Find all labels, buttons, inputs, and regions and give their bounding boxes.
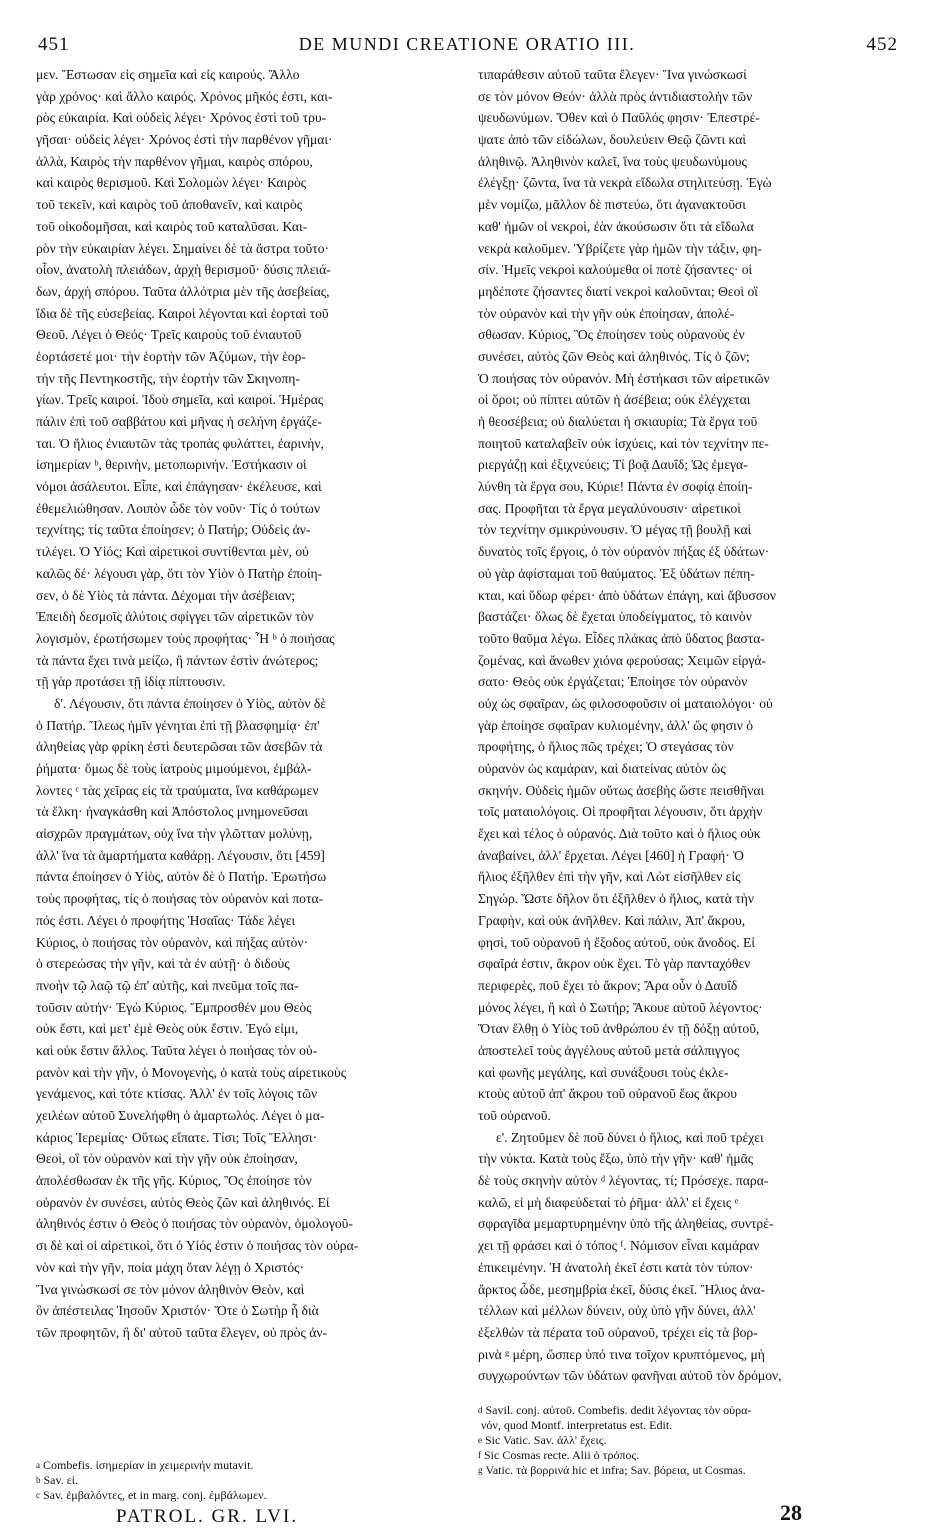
text-line: κται, καὶ ὕδωρ φέρει· ἀπὸ ὑδάτων ἐπάγη, καὶ ἄβυσσον xyxy=(478,587,776,603)
text-line: ἀλλ' ἵνα τὰ ἁμαρτήματα καθάρῃ. Λέγουσιν, ὅτι [459] xyxy=(36,847,325,863)
text-line: τοῦ τεκεῖν, καὶ καιρὸς τοῦ ἀποθανεῖν, καὶ καιρὸς xyxy=(36,197,303,213)
text-line: Κύριος, ὁ ποιήσας τὸν οὐρανὸν, καὶ πήξας αὐτὸν· xyxy=(36,934,309,950)
text-line: ἀποστελεῖ τοὺς ἀγγέλους αὐτοῦ μετὰ σάλπιγγος xyxy=(478,1042,740,1058)
text-line: σκηνήν. Οὐδεὶς ἡμῶν οὕτως ἀσεβὴς ὥστε πεισθῆναι xyxy=(478,782,765,798)
footnote xyxy=(36,1458,464,1473)
page-number-right: 452 xyxy=(866,34,898,55)
text-line: ἡ θεοσέβεια; οὐ διαλύεται ἡ σκιαυρία; Τὰ ἔργα τοῦ xyxy=(478,414,758,429)
text-line: μὲν νομίζω, μᾶλλον δὲ πιστεύω, ὅτι ἀγανακτοῦσι xyxy=(478,197,746,213)
text-line: Σηγώρ. Ὥστε δῆλον ὅτι ἐξῆλθεν ὁ ἥλιος, κατὰ τὴν xyxy=(478,891,754,907)
text-line: ψευδωνύμων. Ὅθεν καὶ ὁ Παῦλός φησιν· Ἐπεστρέ- xyxy=(478,110,760,126)
text-line: τοῖς ματαιολόγοις. Οἱ προφῆται λέγουσιν, ὅτι ἀρχὴν xyxy=(478,804,763,820)
footnote-mark: g xyxy=(478,1465,483,1475)
text-line: γὰρ ἐποίησε σφαῖραν κυλιομένην, ἀλλ' ὥς φησιν ὁ xyxy=(478,717,754,733)
footnote-text: Sic Cosmas recte. Alii ὁ τρόπος. xyxy=(484,1448,640,1462)
text-line: οὐρανὸν ὡς καμάραν, καὶ διατείνας αὐτὸν ὡς xyxy=(478,761,726,776)
text-line: χει τῇ φράσει καὶ ὁ τόπος ᶠ. Νόμισον εἶναι καμάραν xyxy=(478,1238,760,1254)
right-footnotes xyxy=(478,1403,906,1478)
text-line: βαστάζει· ὅλως δὲ ἔχεται ὑποδείγματος, τὸ καινὸν xyxy=(478,609,752,625)
footnote-text: Sav. ἐμβαλόντες, et in marg. conj. ἐμβάλωμεν. xyxy=(43,1488,267,1502)
text-line: Θεοῦ. Λέγει ὁ Θεός· Τρεῖς καιροὺς τοῦ ἐνιαυτοῦ xyxy=(36,327,302,343)
footnote-text: Vatic. τὰ βορρινά hic et infra; Sav. βόρεια, ut Cosmas. xyxy=(485,1463,746,1477)
text-line: μεν. Ἔστωσαν εἰς σημεῖα καὶ εἰς καιρούς. Ἄλλο xyxy=(36,67,300,82)
text-line: ἐξελθὼν τὰ πέρατα τοῦ οὐρανοῦ, τρέχει εἰς τὰ βορ- xyxy=(478,1324,758,1340)
text-line: ἰσημερίαν ᵇ, θερινὴν, μετοπωρινήν. Ἑστήκασιν οἱ xyxy=(36,457,307,473)
text-line: ζομένας, καὶ ἄνωθεν χιόνα φερούσας; Χειμῶν εἰργά- xyxy=(478,652,767,668)
text-line: ε'. Ζητοῦμεν δὲ ποῦ δύνει ὁ ἥλιος, καὶ ποῦ τρέχει xyxy=(496,1129,764,1145)
text-line: ὁ στερεώσας τὴν γῆν, καὶ τὰ ἐν αὐτῇ· ὁ διδοὺς xyxy=(36,956,290,972)
text-line: ἄρκτος ὧδε, μεσημβρία ἐκεῖ, δύσις ἐκεῖ. Ἥλιος ἀνα- xyxy=(478,1281,765,1297)
left-text-column xyxy=(36,64,464,1469)
text-line: σας. Προφῆται τὰ ἔργα μεγαλύνουσιν· αἱρετικοὶ xyxy=(478,500,741,516)
text-line: ὃν ἀπέστειλας Ἰησοῦν Χριστόν· Ὅτε ὁ Σωτὴρ ἦ διὰ xyxy=(36,1303,319,1319)
text-line: οἱ ὅροι; οὐ πίπτει αὐτῶν ἡ ἀσέβεια; οὐκ ἐλέγχεται xyxy=(478,392,751,408)
text-line: δὲ τοὺς σκηνὴν αὐτὸν ᵈ λέγοντας, τί; Πρόσεχε. παρα- xyxy=(478,1173,769,1189)
text-line: χειλέων αὐτοῦ Συνελήφθη ὁ ἁμαρτωλός. Λέγει ὁ μα- xyxy=(36,1108,325,1123)
text-line: λογισμὸν, ἐρωτήσωμεν τοὺς προφήτας· Ἦ ᵇ ὁ ποιήσας xyxy=(36,630,335,646)
footnote-mark: f xyxy=(478,1450,481,1460)
text-line: σίν. Ἡμεῖς νεκροὶ καλούμεθα οἱ ποτὲ ζήσαντες· οἱ xyxy=(478,262,753,278)
text-line: γῆσαι· οὐδεὶς λέγει· Χρόνος ἐστὶ τὴν παρθένον γῆμαι· xyxy=(36,132,333,148)
text-line: προφήτης, ὁ ἥλιος πῶς τρέχει; Ὁ στεγάσας τὸν xyxy=(478,739,734,755)
text-line: οὐρανὸν ἐν συνέσει, αὐτὸς Θεὸς ζῶν καὶ ἀληθινός. Εἰ xyxy=(36,1194,330,1210)
text-line: γὰρ χρόνος· καὶ ἄλλο καιρός. Χρόνος μῆκός ἐστι, και- xyxy=(36,88,333,104)
footnote xyxy=(36,1488,464,1503)
text-line: τιπαράθεσιν αὐτοῦ ταῦτα ἔλεγεν· Ἵνα γινώσκωσί xyxy=(478,67,747,82)
text-line: Ἵνα γινώσκωσί σε τὸν μόνον ἀληθινὸν Θεὸν, καὶ xyxy=(36,1281,305,1297)
text-line: ἀπολέσθωσαν ἐκ τῆς γῆς. Κύριος, Ὃς ἐποίησε τὸν xyxy=(36,1173,312,1189)
footnote xyxy=(478,1418,906,1433)
text-line: καὶ οὐκ ἔστιν ἄλλος. Ταῦτα λέγει ὁ ποιήσας τὸν οὐ- xyxy=(36,1042,318,1058)
text-line: σε τὸν μόνον Θεόν· ἀλλὰ πρὸς ἀντιδιαστολὴν τῶν xyxy=(478,88,753,104)
text-line: οὐχ ὡς σφαῖραν, ὡς φιλοσοφοῦσιν οἱ ματαιολόγοι· οὐ xyxy=(478,695,773,711)
text-line: γίων. Τρεῖς καιροί. Ἰδοὺ σημεῖα, καὶ καιροί. Ἡμέρας xyxy=(36,392,324,408)
text-line: σεν, ὁ δὲ Υἱὸς τὰ πάντα. Δέχομαι τὴν ἀσέβειαν; xyxy=(36,587,296,603)
text-line: καὶ φωνῆς μεγάλης, καὶ συνάξουσι τοὺς ἐκλε- xyxy=(478,1064,729,1080)
text-line: τοῦσιν αὐτήν· Ἐγὼ Κύριος. Ἔμπροσθέν μου Θεὸς xyxy=(36,999,312,1015)
text-line: ἐπικειμένην. Ἡ ἀνατολὴ ἐκεῖ ἐστι κατὰ τὸν τύπον· xyxy=(478,1259,754,1275)
text-line: ἀναβαίνει, ἀλλ' ἔρχεται. Λέγει [460] ἡ Γραφή· Ὁ xyxy=(478,847,744,863)
text-line: ἀληθινός ἐστιν ὁ Θεὸς ὁ ποιήσας τὸν οὐρανὸν, ὁμολογοῦ- xyxy=(36,1216,353,1232)
text-line: τεχνίτης; τίς ταῦτα ἐποίησεν; ὁ Πατήρ; Οὐδεὶς ἀν- xyxy=(36,522,311,538)
page-number-left: 451 xyxy=(38,34,70,55)
left-footnotes xyxy=(36,1458,464,1503)
footnote-mark: a xyxy=(36,1460,40,1470)
text-line: νόμοι ἀσάλευτοι. Εἶπε, καὶ ἐπάγησαν· ἐκέλευσε, καὶ xyxy=(36,479,322,495)
text-line: Ἐπειδὴ δεσμοῖς ἀλύτοις σφίγγει τῶν αἱρετικῶν τὸν xyxy=(36,609,314,625)
text-line: δ'. Λέγουσιν, ὅτι πάντα ἐποίησεν ὁ Υἱὸς, αὐτὸν δὲ xyxy=(54,695,326,711)
text-line: ρανὸν καὶ τὴν γῆν, ὁ Μονογενὴς, ὁ κατὰ τοὺς αἱρετικοὺς xyxy=(36,1064,347,1080)
text-line: ται. Ὁ ἥλιος ἐνιαυτῶν τὰς τροπὰς φυλάττει, ἐαρινὴν, xyxy=(36,435,324,451)
text-line: ὁ Πατήρ. Ἵλεως ἡμῖν γένηται ἐπὶ τῇ βλασφημίᾳ· ἐπ' xyxy=(36,717,320,733)
text-line: τῶν προφητῶν, ἢ δι' αὐτοῦ ταῦτα ἔλεγεν, οὐ πρὸς ἀν- xyxy=(36,1324,328,1340)
text-line: τῇ γὰρ προτάσει τῇ ἰδίᾳ πίπτουσιν. xyxy=(36,674,226,690)
text-line: τοῦ οὐρανοῦ. xyxy=(478,1108,551,1123)
text-line: σατο· Θεὸς οὐκ ἐργάζεται; Ἐποίησε τὸν οὐρανὸν xyxy=(478,674,748,690)
text-line: ἥλιος ἐξῆλθεν ἐπὶ τὴν γῆν, καὶ Λὼτ εἰσῆλθεν εἰς xyxy=(478,869,741,885)
text-line: κτοὺς αὐτοῦ ἀπ' ἄκρου τοῦ οὐρανοῦ ἕως ἄκρου xyxy=(478,1086,737,1102)
text-line: Ὅταν ἔλθῃ ὁ Υἱὸς τοῦ ἀνθρώπου ἐν τῇ δόξῃ αὐτοῦ, xyxy=(478,1021,760,1037)
text-line: τὰ ἕλκη· ἠναγκάσθη καὶ Ἀπόστολος μνημονεῦσαι xyxy=(36,804,309,820)
text-line: συγχωρούντων τῶν ὑδάτων φανῆναι αὐτοῦ τὸν δρόμον, xyxy=(478,1368,782,1384)
text-line: καὶ καιρὸς θερισμοῦ. Καὶ Σολομὼν λέγει· Καιρὸς xyxy=(36,175,307,191)
text-line: πνοὴν τῷ λαῷ τῷ ἐπ' αὐτῆς, καὶ πνεῦμα τοῖς πα- xyxy=(36,977,299,993)
footnote-mark: b xyxy=(36,1475,41,1485)
text-line: οὐ γὰρ ἀφίσταμαι τοῦ θαύματος. Ἐξ ὑδάτων πέπη- xyxy=(478,565,755,581)
text-line: ρὸς εὐκαιρία. Καὶ οὐδεὶς λέγει· Χρόνος ἐστὶ τοῦ τρυ- xyxy=(36,110,327,126)
text-line: συνέσει, αὐτὸς ζῶν Θεὸς καὶ ἀληθινός. Τίς ὁ ζῶν; xyxy=(478,348,750,364)
text-line: καθ' ἡμῶν οἱ νεκροὶ, ἐὰν ἀκούσωσιν ὅτι τὰ εἴδωλα xyxy=(478,218,754,234)
text-line: τοῦ οἰκοδομῆσαι, καὶ καιρὸς τοῦ καταλῦσαι. Και- xyxy=(36,218,308,234)
text-line: τιλέγει. Ὁ Υἱός; Καὶ αἱρετικοὶ συντίθενται μὲν, οὐ xyxy=(36,544,309,560)
footnote xyxy=(478,1448,906,1463)
text-line: ριεργάζῃ καὶ ἐξιχνεύεις; Τί βοᾷ Δαυΐδ; Ὡς ἐμεγα- xyxy=(478,457,748,473)
footnote-mark: e xyxy=(478,1435,482,1445)
signature-number: 28 xyxy=(780,1500,802,1525)
text-line: ἐλέγξῃ· ζῶντα, ἵνα τὰ νεκρὰ εἴδωλα στηλιτεύσῃ. Ἐγὼ xyxy=(478,175,772,191)
text-line: λοντες ᶜ τὰς χεῖρας εἰς τὰ τραύματα, ἵνα καθάρωμεν xyxy=(36,782,319,798)
footnote xyxy=(478,1463,906,1478)
text-line: ἀλλὰ, Καιρὸς τὴν παρθένον γῆμαι, καιρὸς σπόρου, xyxy=(36,153,313,169)
text-line: κάριος Ἱερεμίας· Οὕτως εἴπατε. Τίσι; Τοῖς Ἕλλησι· xyxy=(36,1129,318,1145)
footnote xyxy=(478,1433,906,1448)
text-line: ἴδια δὲ τῆς εὐσεβείας. Καιροὶ λέγονται καὶ ἑορταὶ τοῦ xyxy=(36,305,329,321)
text-line: Ὁ ποιήσας τὸν οὐρανόν. Μὴ ἐστήκασι τῶν αἱρετικῶν xyxy=(478,370,770,386)
text-line: αἰσχρῶν πραγμάτων, οὐχ ἵνα τὴν γλῶτταν μολύνῃ, xyxy=(36,826,313,842)
text-line: τέλλων καὶ μέλλων δύνειν, οὐχ ὑπὸ γῆν δύνει, ἀλλ' xyxy=(478,1303,756,1319)
text-line: τὸν οὐρανὸν καὶ τὴν γῆν οὐκ ἐποίησαν, ἀπολέ- xyxy=(478,305,735,321)
text-line: Γραφὴν, καὶ οὐκ ἀνῆλθεν. Καὶ πάλιν, Ἀπ' ἄκρου, xyxy=(478,912,746,928)
text-line: τοὺς προφήτας, τίς ὁ ποιήσας τὸν οὐρανὸν καὶ ποτα- xyxy=(36,891,324,907)
text-line: μηδέποτε ζήσαντες διατί νεκροὶ καλοῦνται; Θεοὶ οἳ xyxy=(478,283,758,299)
text-line: περιφερὲς, ποῦ ἔχει τὸ ἄκρον; Ἄρα οὖν ὁ Δαυΐδ xyxy=(478,977,738,993)
text-line: ψατε ἀπὸ τῶν εἰδώλων, δουλεύειν Θεῷ ζῶντι καὶ xyxy=(478,132,747,148)
text-line: ῥήματα· ὅμως δὲ τοὺς ἰατροὺς μιμούμενοι, ἐμβάλ- xyxy=(36,761,312,776)
text-line: δυνατὸς τοῖς ἔργοις, ὁ τὸν οὐρανὸν πήξας ἐξ ὑδάτων· xyxy=(478,544,770,560)
text-line: σθωσαν. Κύριος, Ὃς ἐποίησεν τοὺς οὐρανοὺς ἐν xyxy=(478,327,745,343)
text-line: ἔχει καὶ τέλος ὁ οὐρανός. Διὰ τοῦτο καὶ ὁ ἥλιος οὐκ xyxy=(478,826,761,842)
page-header xyxy=(30,30,904,60)
text-line: τὸν τεχνίτην σμικρύνουσιν. Ὁ μέγας τῇ βουλῇ καὶ xyxy=(478,522,752,538)
text-line: καλῶ, εἰ μὴ διαφεύδεταί τὸ ῥῆμα· ἀλλ' εἰ ἔχεις ᵉ xyxy=(478,1194,739,1210)
text-line: λύνθη τὰ ἔργα σου, Κύριε! Πάντα ἐν σοφίᾳ ἐποίη- xyxy=(478,479,753,495)
footnote xyxy=(36,1473,464,1488)
text-line: πός ἐστι. Λέγει ὁ προφήτης Ἡσαΐας· Τάδε λέγει xyxy=(36,912,296,928)
footnote xyxy=(478,1403,906,1418)
text-line: σφραγῖδα μεμαρτυρημένην ὑπὸ τῆς ἀληθείας, συντρέ- xyxy=(478,1216,774,1232)
footnote-text: Savil. conj. αὐτοῦ. Combefis. dedit λέγοντας τὸν οὐρα- xyxy=(485,1403,752,1417)
text-line: ρινὰ ᵍ μέρη, ὥσπερ ὑπό τινα τοῖχον κρυπτόμενος, μὴ xyxy=(478,1346,765,1362)
text-line: ρὸν τὴν εὐκαιρίαν λέγει. Σημαίνει δὲ τὰ ἄστρα τοῦτο· xyxy=(36,240,330,256)
text-line: οὐκ ἔστι, καὶ μετ' ἐμὲ Θεὸς οὐκ ἔστιν. Ἐγώ εἰμι, xyxy=(36,1021,299,1037)
footnote-text: νόν, quod Montf. interpretatus est. Edit. xyxy=(481,1418,673,1432)
text-line: πάντα ἐποίησεν ὁ Υἱὸς, αὐτὸν δὲ ὁ Πατήρ. Ἐρωτήσω xyxy=(36,869,327,885)
footnote-text: Sic Vatic. Sav. ἀλλ' ἔχεις. xyxy=(485,1433,607,1447)
text-line: ἀληθείας γὰρ φρίκη ἐστὶ δευτερῶσαι τῶν ἀσεβῶν τὰ xyxy=(36,739,323,755)
text-line: γενάμενος, καὶ τότε κτίσας. Ἀλλ' ἐν τοῖς λόγοις τῶν xyxy=(36,1086,318,1102)
text-line: ἀληθινῷ. Ἀληθινὸν καλεῖ, ἵνα τοὺς ψευδωνύμους xyxy=(478,153,747,169)
text-line: Θεοὶ, οἳ τὸν οὐρανὸν καὶ τὴν γῆν οὐκ ἐποίησαν, xyxy=(36,1151,298,1167)
text-line: νεκρὰ καλοῦμεν. Ὑβρίζετε γὰρ ἡμῶν τὴν τάξιν, φη- xyxy=(478,240,762,256)
right-text-column xyxy=(478,64,906,1469)
text-line: νὸν καὶ τὴν γῆν, ποία μάχη ὅταν λέγῃ ὁ Χριστός· xyxy=(36,1259,305,1275)
text-line: μόνος λέγει, ἢ καὶ ὁ Σωτήρ; Ἄκουε αὐτοῦ λέγοντος· xyxy=(478,999,763,1015)
running-title: DE MUNDI CREATIONE ORATIO III. xyxy=(298,34,636,54)
text-line: καλῶς δέ· λέγουσι γὰρ, ὅτι τὸν Υἱὸν ὁ Πατὴρ ἐποίη- xyxy=(36,565,323,581)
text-line: σφαῖρά ἐστιν, ἄκρον οὐκ ἔχει. Τὸ γὰρ πανταχόθεν xyxy=(478,956,751,972)
text-line: τοῦτο θαῦμα λέγω. Εἶδες πλάκας ἀπὸ ὕδατος βαστα- xyxy=(478,630,765,646)
text-line: τὰ πάντα ἔχει τινὰ μείζω, ἢ πάντων ἐστὶν ἀνώτερος; xyxy=(36,652,319,668)
text-line: δων, ἀρχὴ σπόρου. Ταῦτα ἀλλότρια μὲν τῆς ἀσεβείας, xyxy=(36,283,330,299)
text-line: πάλιν ἐπὶ τοῦ σαββάτου καὶ μῆνας ἡ σελήνη ἐργάζε- xyxy=(36,414,323,429)
text-line: τὴν τῆς Πεντηκοστῆς, τὴν ἑορτὴν τῶν Σκηνοπη- xyxy=(36,370,300,386)
volume-signature: PATROL. GR. LVI. xyxy=(116,1506,299,1527)
text-line: τὴν νύκτα. Κατὰ τοὺς ἔξω, ὑπὸ τὴν γῆν· καθ' ἡμᾶς xyxy=(478,1151,754,1167)
footnote-text: Sav. εἰ. xyxy=(43,1473,78,1487)
footnote-mark: c xyxy=(36,1490,40,1500)
text-line: ποιητοῦ καταλαβεῖν οὐκ ἰσχύεις, καὶ τὸν τεχνίτην πε- xyxy=(478,435,769,451)
footnote-mark: d xyxy=(478,1405,483,1415)
text-line: σι δὲ καὶ οἱ αἱρετικοὶ, ὅτι ὁ Υἱός ἐστιν ὁ ποιήσας τὸν οὐρα- xyxy=(36,1238,359,1254)
text-line: οἷον, ἀνατολὴ πλειάδων, ἀρχὴ θερισμοῦ· δύσις πλειά- xyxy=(36,262,331,278)
footnote-text: Combefis. ἰσημερίαν in χειμερινήν mutavit. xyxy=(43,1458,254,1472)
text-line: ἑορτάσετέ μοι· τὴν ἑορτὴν τῶν Ἀζύμων, τὴν ἑορ- xyxy=(36,348,306,364)
text-line: ἐθεμελιώθησαν. Λοιπὸν ὧδε τὸν νοῦν· Τίς ὁ τούτων xyxy=(36,500,320,516)
text-line: φησὶ, τοῦ οὐρανοῦ ἡ ἔξοδος αὐτοῦ, οὐκ ἄνοδος. Εἰ xyxy=(478,934,756,950)
